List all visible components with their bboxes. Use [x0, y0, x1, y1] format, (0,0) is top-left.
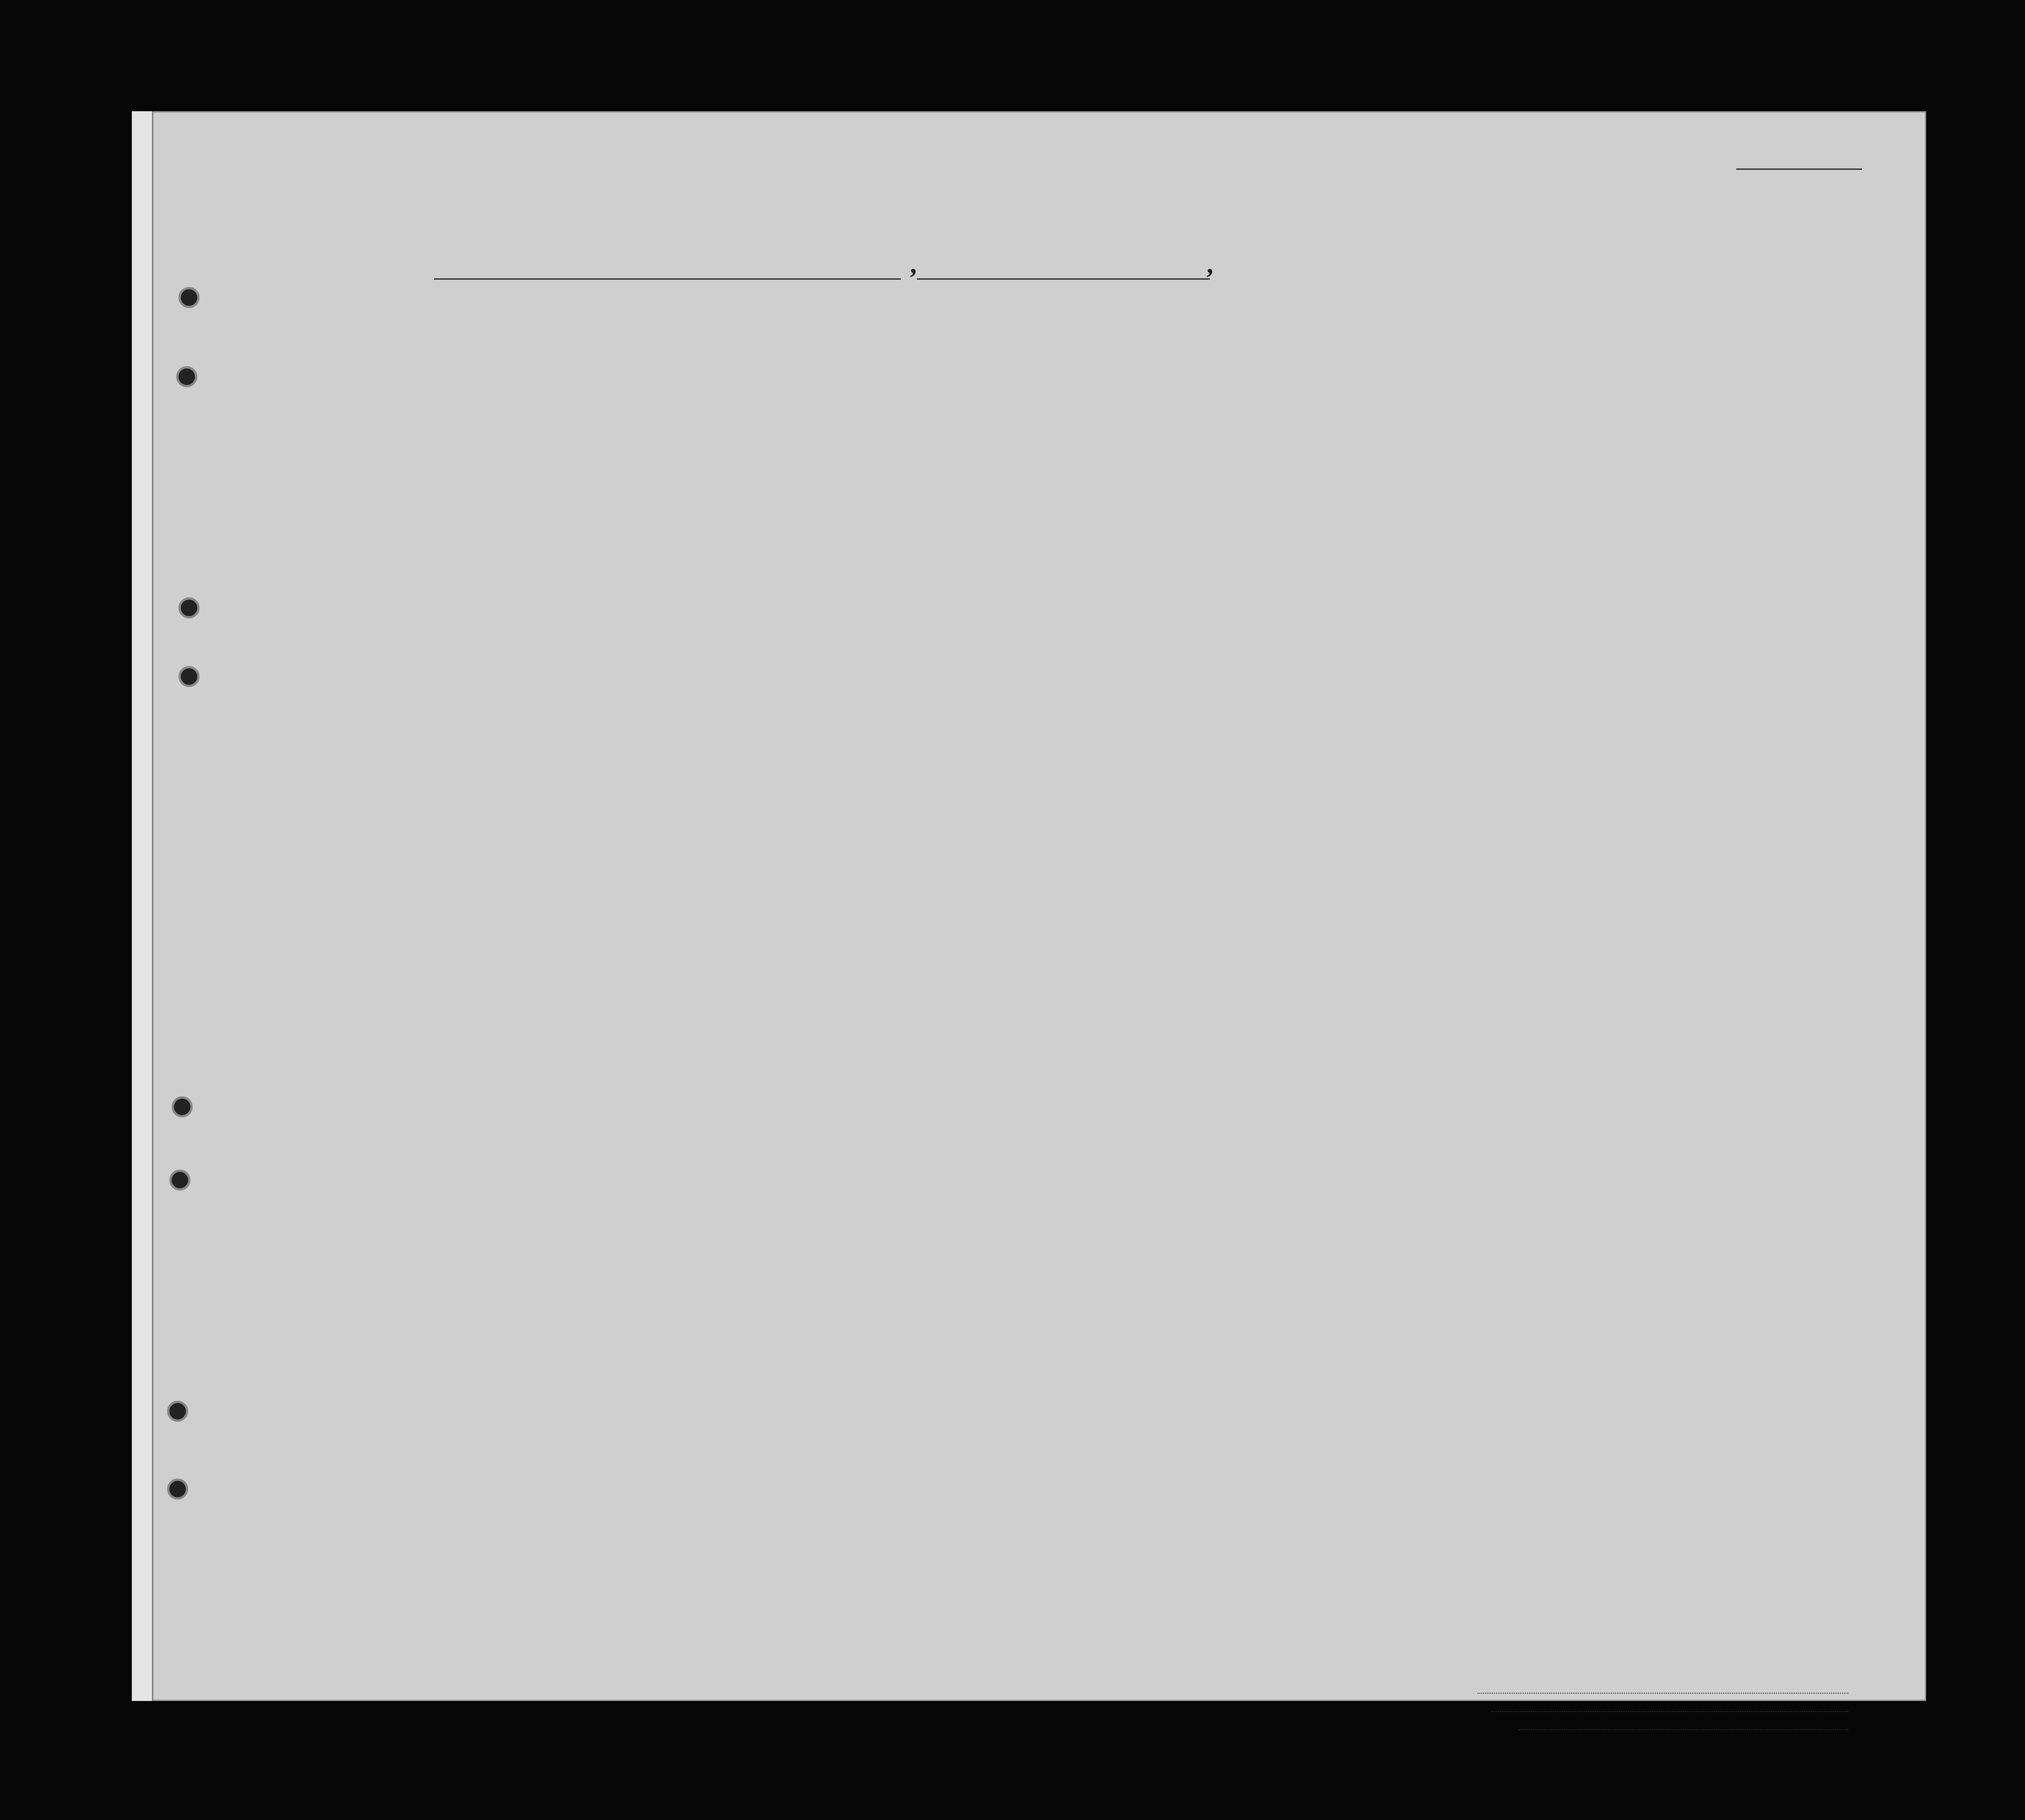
punch-hole: [179, 287, 200, 308]
port-underline: [434, 278, 901, 280]
sheet-edge: [132, 111, 153, 1701]
comma-separator: ,: [910, 249, 917, 279]
manifest-sheet: [132, 111, 1926, 1701]
line-field[interactable]: [1478, 1693, 1848, 1694]
punch-hole: [167, 1401, 188, 1422]
punch-hole: [179, 597, 200, 618]
comma-separator: ,: [1207, 249, 1213, 279]
date-underline: [917, 278, 1210, 280]
punch-hole: [167, 1479, 188, 1500]
punch-hole: [176, 366, 197, 387]
owners-field[interactable]: [1491, 1711, 1848, 1712]
punch-hole: [179, 666, 200, 687]
local-agents-field[interactable]: [1519, 1729, 1848, 1730]
punch-hole: [169, 1170, 190, 1191]
list-underline: [1736, 168, 1862, 170]
punch-hole: [172, 1096, 193, 1117]
